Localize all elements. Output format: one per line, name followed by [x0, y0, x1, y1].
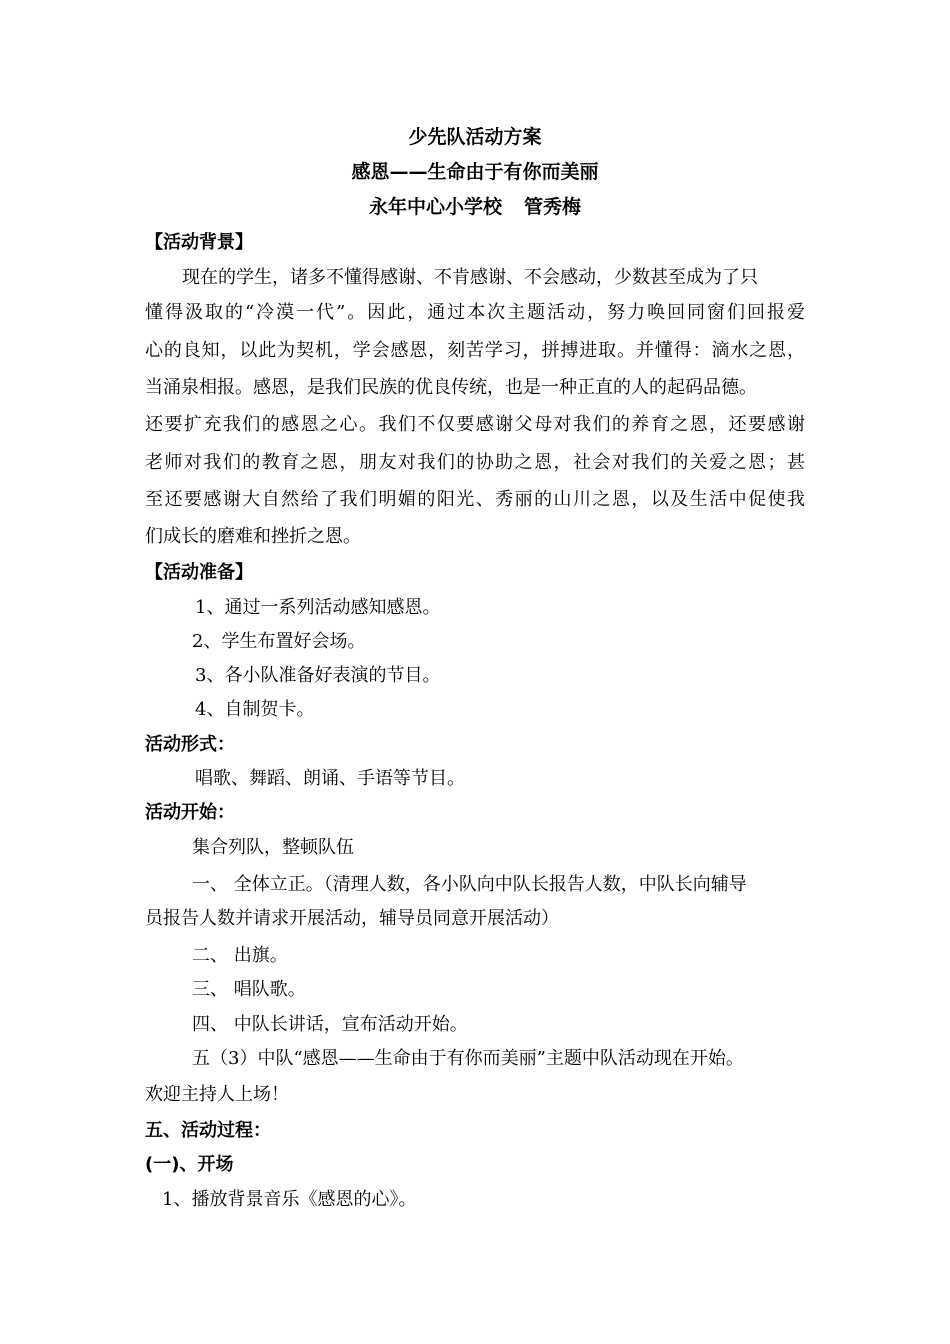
document-title: 少先队活动方案: [408, 126, 542, 148]
process-item: 1、播放背景音乐《感恩的心》。: [162, 1189, 417, 1210]
start-step: 二、 出旗。: [192, 945, 288, 966]
background-line: 还要扩充我们的感恩之心。我们不仅要感谢父母对我们的养育之恩，还要感谢: [145, 414, 805, 435]
background-line: 们成长的磨难和挫折之恩。: [145, 526, 361, 547]
start-gather: 集合列队，整顿队伍: [192, 837, 354, 858]
background-line: 老师对我们的教育之恩，朋友对我们的协助之恩，社会对我们的关爱之恩；甚: [145, 452, 805, 473]
start-heading: 活动开始：: [145, 802, 235, 823]
background-line: 心的良知，以此为契机，学会感恩，刻苦学习，拼搏进取。并懂得：滴水之恩，: [145, 340, 805, 361]
preparation-item: 1、通过一系列活动感知感恩。: [195, 597, 441, 618]
document-subtitle: 感恩——生命由于有你而美丽: [351, 161, 599, 183]
background-line: 至还要感谢大自然给了我们明媚的阳光、秀丽的山川之恩，以及生活中促使我: [145, 489, 805, 510]
start-step: 员报告人数并请求开展活动，辅导员同意开展活动）: [145, 908, 559, 929]
background-heading: 【活动背景】: [145, 232, 253, 253]
background-line: 现在的学生，诸多不懂得感谢、不肯感谢、不会感动，少数甚至成为了只: [182, 267, 758, 288]
start-step: 欢迎主持人上场！: [145, 1084, 289, 1105]
preparation-item: 4、自制贺卡。: [195, 699, 315, 720]
start-step: 一、 全体立正。（清理人数，各小队向中队长报告人数，中队长向辅导: [192, 874, 747, 895]
start-step: 四、 中队长讲话，宣布活动开始。: [192, 1014, 468, 1035]
preparation-item: 3、各小队准备好表演的节目。: [195, 665, 441, 686]
form-heading: 活动形式：: [145, 734, 235, 755]
preparation-heading: 【活动准备】: [145, 562, 253, 583]
start-step: 三、 唱队歌。: [192, 979, 306, 1000]
start-step: 五（3）中队“感恩——生命由于有你而美丽”主题中队活动现在开始。: [192, 1048, 744, 1069]
background-line: 当涌泉相报。感恩，是我们民族的优良传统，也是一种正直的人的起码品德。: [145, 377, 757, 398]
preparation-item: 2、学生布置好会场。: [192, 631, 366, 652]
process-sub-heading: (一)、开场: [145, 1154, 234, 1175]
process-heading: 五、活动过程：: [145, 1120, 271, 1141]
document-author: [0, 194, 950, 220]
background-line: 懂得汲取的“冷漠一代”。因此，通过本次主题活动，努力唤回同窗们回报爱: [145, 302, 805, 323]
author-name: 管秀梅: [524, 196, 582, 218]
author-school: 永年中心小学校: [368, 196, 502, 218]
form-text: 唱歌、舞蹈、朗诵、手语等节目。: [195, 768, 465, 789]
